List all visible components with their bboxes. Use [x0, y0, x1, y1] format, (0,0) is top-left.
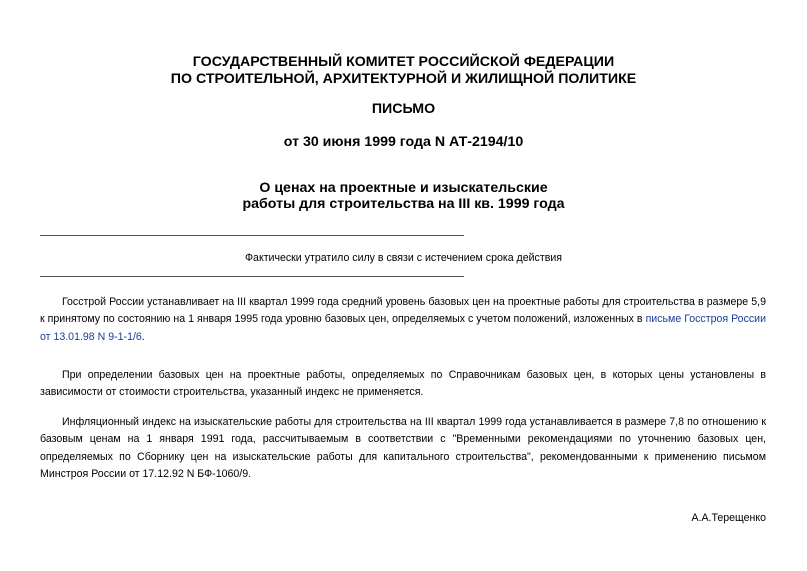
divider-top	[40, 235, 464, 236]
gosstroy-letter-link[interactable]: письме Госстроя России от 13.01.98 N 9-1-1/6	[40, 313, 766, 343]
doc-subject-line2: работы для строительства на III кв. 1999 года	[242, 196, 565, 212]
doc-date-number: от 30 июня 1999 года N АТ-2194/10	[283, 134, 524, 150]
org-name-line1: ГОСУДАРСТВЕННЫЙ КОМИТЕТ РОССИЙСКОЙ ФЕДЕРАЦИИ	[192, 54, 615, 70]
divider-bottom	[40, 276, 464, 277]
signature: А.А.Терещенко	[691, 512, 766, 524]
paragraph-1	[40, 294, 766, 346]
doc-subject-line1: О ценах на проектные и изыскательские	[259, 180, 548, 196]
paragraph-2: При определении базовых цен на проектные работы, определяемых по Справочникам базовых цен, в которых цены установлены в зависимости от стоимости строительства, указанный индекс не применяется.	[40, 369, 766, 399]
paragraph-1-end: .	[141, 330, 145, 343]
paragraph-3: Инфляционный индекс на изыскательские работы для строительства на III квартал 1999 года устанавливается в размере 7,8 по отношению к базовым ценам на 1 января 1991 года, рассчитываемым в соответствии с "Временными рекомендациями по уточнению базовых цен, определяемых по Сборнику цен на изыскательские работы для капитального строительства", рекомендованными к применению письмом Минстроя России от 17.12.92 N БФ-1060/9.	[40, 416, 766, 481]
org-name-line2: ПО СТРОИТЕЛЬНОЙ, АРХИТЕКТУРНОЙ И ЖИЛИЩНОЙ ПОЛИТИКЕ	[170, 71, 637, 87]
doc-type: ПИСЬМО	[371, 101, 436, 117]
paragraph-1-text: Госстрой России устанавливает на III квартал 1999 года средний уровень базовых цен на проектные работы для строительства в размере 5,9 к принятому по состоянию на 1 января 1995 года уровню базовых цен, определяемых с учетом положений, изложенных в	[40, 296, 766, 326]
status-note: Фактически утратило силу в связи с истечением срока действия	[245, 252, 562, 264]
